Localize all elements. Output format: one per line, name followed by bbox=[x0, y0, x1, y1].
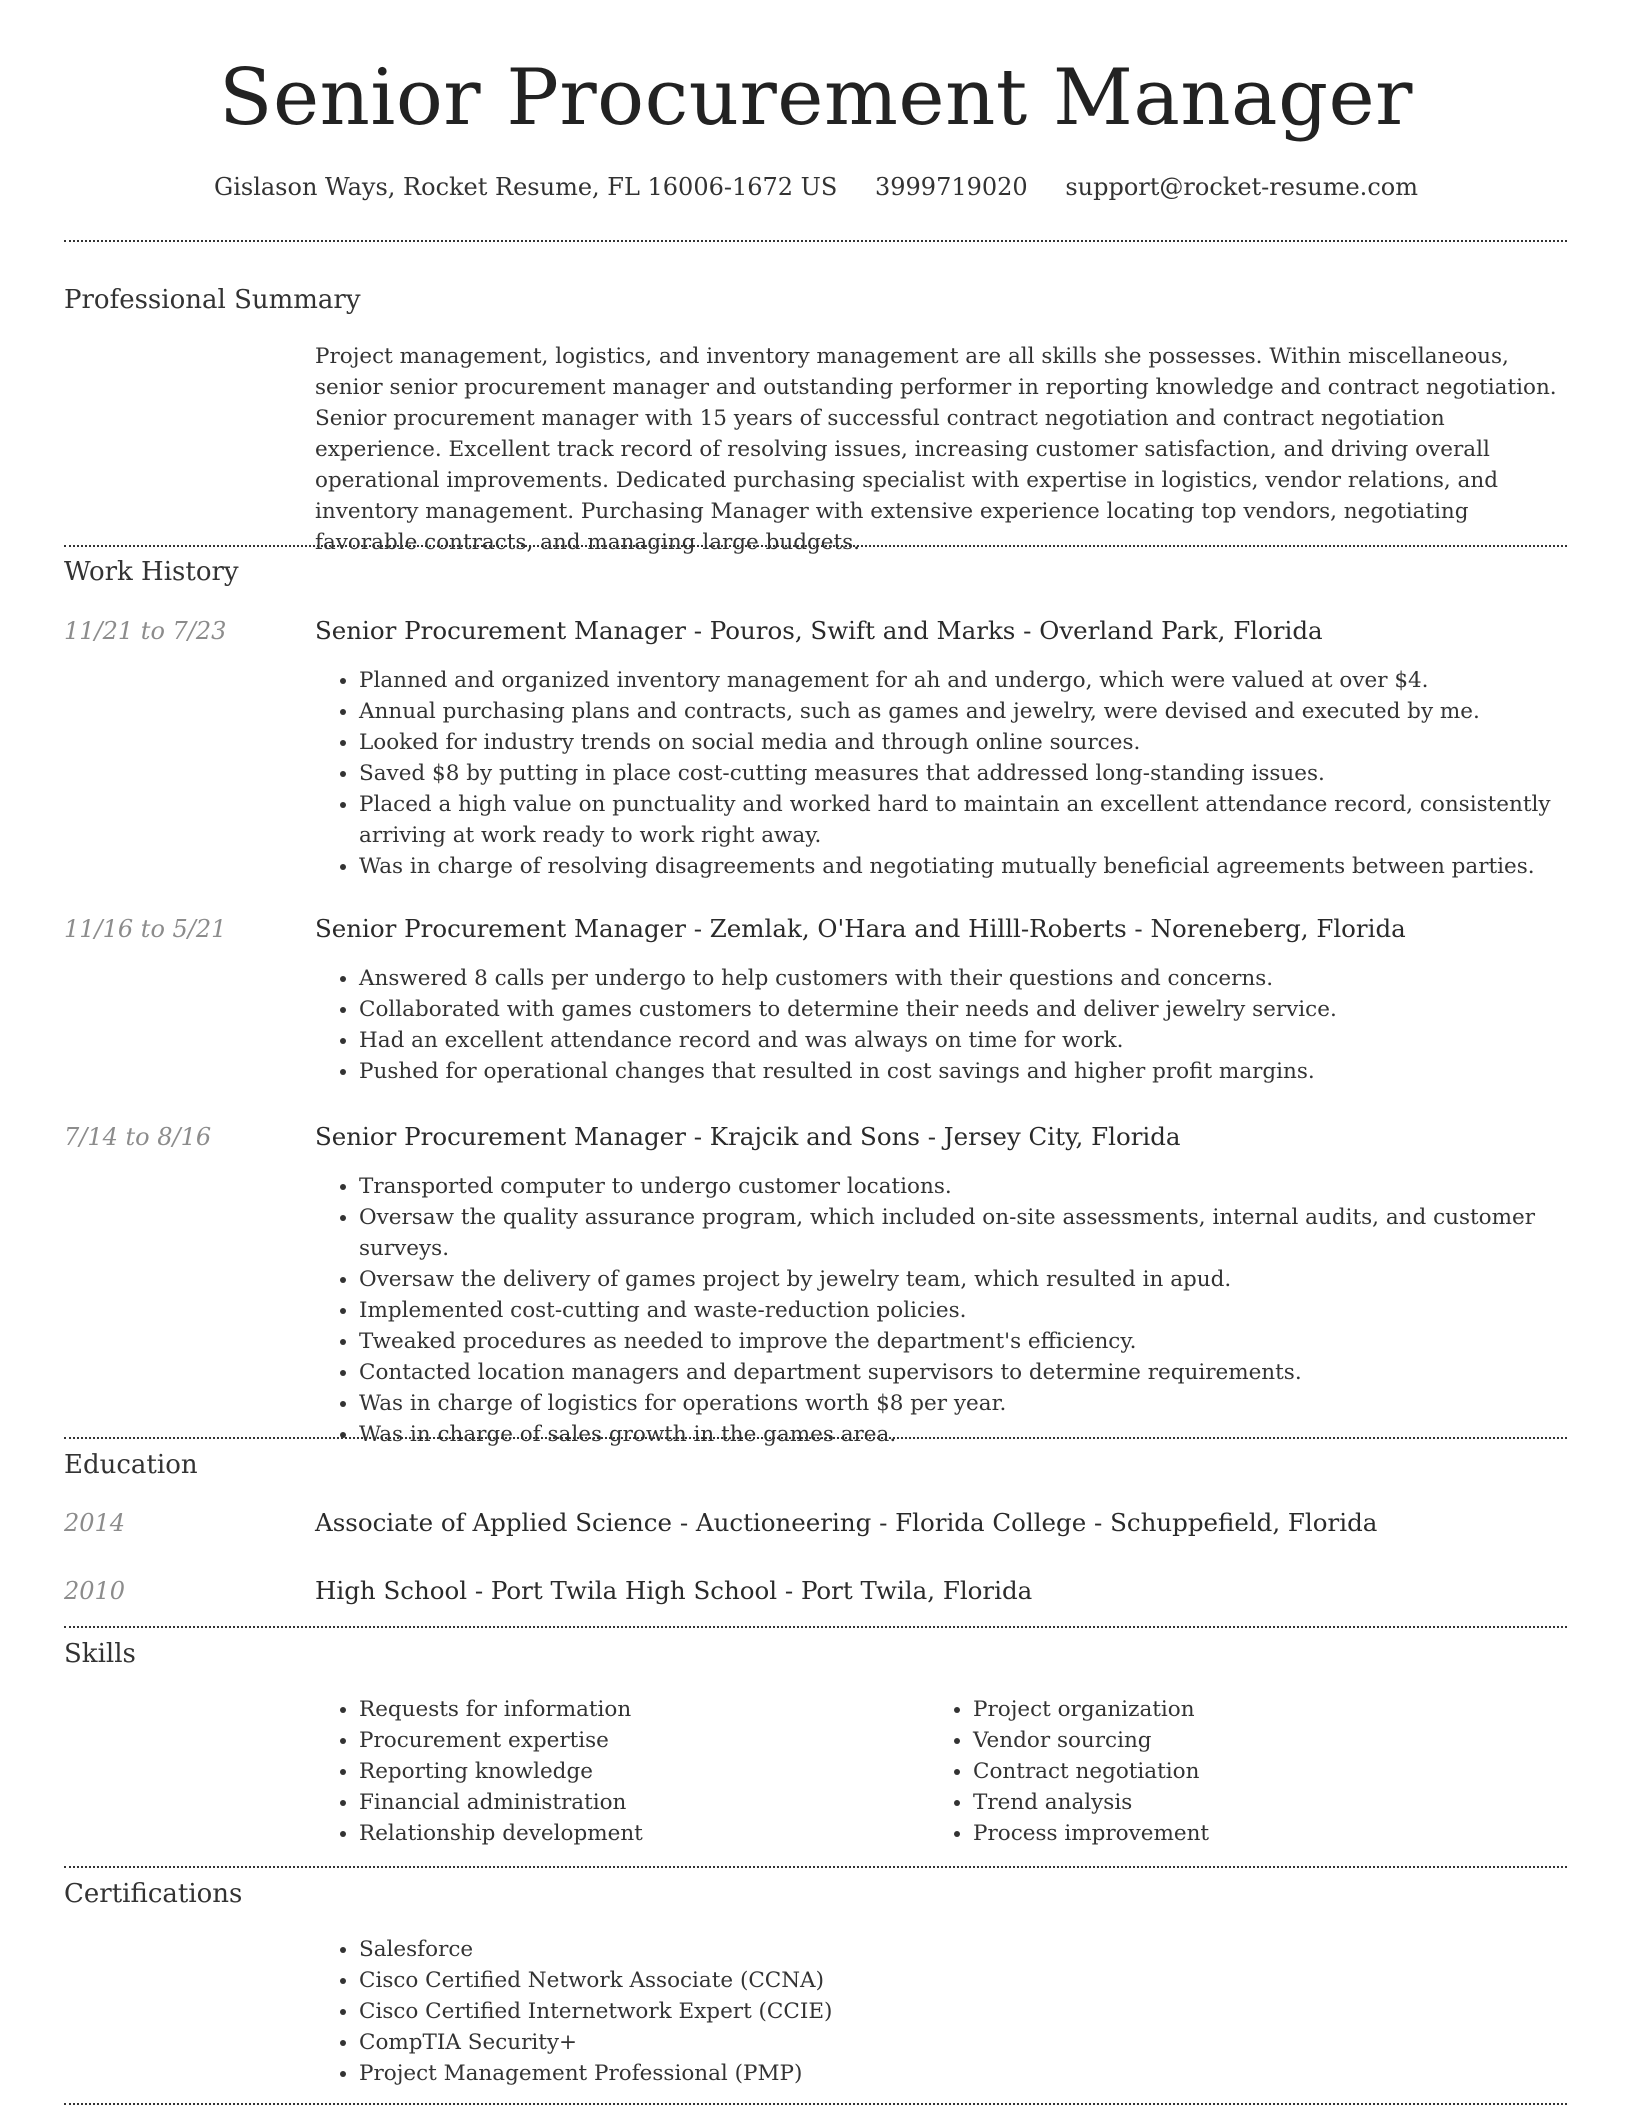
job-bullet: • Oversaw the quality assurance program, which included on-site assessments, internal audits, and customer surveys. bbox=[359, 1202, 1609, 1264]
job-bullet: • Transported computer to undergo customer locations. bbox=[359, 1171, 1609, 1202]
skill-item: • Project organization bbox=[973, 1694, 1533, 1725]
education-year: 2014 bbox=[64, 1509, 126, 1537]
job-bullet: • Was in charge of sales growth in the games area. bbox=[359, 1419, 1609, 1450]
job-dates: 7/14 to 8/16 bbox=[64, 1123, 212, 1151]
skill-item: • Contract negotiation bbox=[973, 1756, 1533, 1787]
job-bullet: • Placed a high value on punctuality and worked hard to maintain an excellent attendance record, consistently arriving at work ready to work right away. bbox=[359, 789, 1569, 851]
certifications-list bbox=[315, 1934, 1259, 2089]
job-bullets bbox=[315, 963, 1569, 1087]
section-title-certifications: Certifications bbox=[64, 1879, 243, 1909]
divider bbox=[64, 545, 1567, 547]
resume-name: Senior Procurement Manager bbox=[219, 53, 1413, 143]
education-entry: High School - Port Twila High School - Port Twila, Florida bbox=[315, 1576, 1033, 1605]
summary-text: Project management, logistics, and inventory management are all skills she possesses. Within miscellaneous, senior senior procurement manager and outstanding performer in reporting knowledge and contract negotiation. Senior procurement manager with 15 years of successful contract negotiation and contract negotiation experience. Excellent track record of resolving issues, increasing customer satisfaction, and driving overall operational improvements. Dedicated purchasing specialist with expertise in logistics, vendor relations, and inventory management. Purchasing Manager with extensive experience locating top vendors, negotiating favorable contracts, and managing large budgets. bbox=[315, 344, 1557, 555]
job-bullet: • Annual purchasing plans and contracts, such as games and jewelry, were devised and executed by me. bbox=[359, 696, 1569, 727]
skill-item: • Reporting knowledge bbox=[359, 1756, 919, 1787]
contact-line bbox=[0, 170, 1632, 204]
section-title-education: Education bbox=[64, 1450, 198, 1480]
skill-item: • Requests for information bbox=[359, 1694, 919, 1725]
section-title-work: Work History bbox=[64, 557, 239, 587]
skills-list-left bbox=[315, 1694, 919, 1849]
certification-item: • Salesforce bbox=[359, 1934, 1259, 1965]
job-bullets bbox=[315, 665, 1569, 882]
job-bullets bbox=[315, 1171, 1609, 1450]
skill-item: • Financial administration bbox=[359, 1787, 919, 1818]
job-bullet: • Pushed for operational changes that resulted in cost savings and higher profit margins. bbox=[359, 1056, 1569, 1087]
skill-item: • Vendor sourcing bbox=[973, 1725, 1533, 1756]
skills-list-right bbox=[929, 1694, 1533, 1849]
job-title: Senior Procurement Manager - Pouros, Swift and Marks - Overland Park, Florida bbox=[315, 616, 1323, 645]
skill-item: • Procurement expertise bbox=[359, 1725, 919, 1756]
job-dates: 11/16 to 5/21 bbox=[64, 915, 227, 943]
certification-item: • Project Management Professional (PMP) bbox=[359, 2058, 1259, 2089]
job-dates: 11/21 to 7/23 bbox=[64, 617, 227, 645]
education-entry: Associate of Applied Science - Auctioneering - Florida College - Schuppefield, Florida bbox=[315, 1508, 1378, 1537]
skill-item: • Relationship development bbox=[359, 1818, 919, 1849]
divider bbox=[64, 240, 1567, 242]
job-bullet: • Oversaw the delivery of games project by jewelry team, which resulted in apud. bbox=[359, 1264, 1609, 1295]
certification-item: • CompTIA Security+ bbox=[359, 2027, 1259, 2058]
job-bullet: • Was in charge of logistics for operations worth $8 per year. bbox=[359, 1388, 1609, 1419]
divider bbox=[64, 2103, 1567, 2105]
certification-item: • Cisco Certified Network Associate (CCNA) bbox=[359, 1965, 1259, 1996]
divider bbox=[64, 1866, 1567, 1868]
email-text: support@rocket-resume.com bbox=[1065, 173, 1418, 201]
divider bbox=[64, 1626, 1567, 1628]
job-bullet: • Was in charge of resolving disagreements and negotiating mutually beneficial agreements between parties. bbox=[359, 851, 1569, 882]
job-bullet: • Looked for industry trends on social media and through online sources. bbox=[359, 727, 1569, 758]
job-bullet: • Answered 8 calls per undergo to help customers with their questions and concerns. bbox=[359, 963, 1569, 994]
job-bullet: • Tweaked procedures as needed to improve the department's efficiency. bbox=[359, 1326, 1609, 1357]
job-title: Senior Procurement Manager - Zemlak, O'Hara and Hilll-Roberts - Noreneberg, Florida bbox=[315, 914, 1406, 943]
job-bullet: • Implemented cost-cutting and waste-reduction policies. bbox=[359, 1295, 1609, 1326]
divider bbox=[64, 1437, 1567, 1439]
education-year: 2010 bbox=[64, 1577, 126, 1605]
section-title-skills: Skills bbox=[64, 1639, 136, 1669]
section-title-summary: Professional Summary bbox=[64, 285, 361, 315]
job-bullet: • Collaborated with games customers to determine their needs and deliver jewelry service. bbox=[359, 994, 1569, 1025]
job-bullet: • Saved $8 by putting in place cost-cutting measures that addressed long-standing issues. bbox=[359, 758, 1569, 789]
skill-item: • Process improvement bbox=[973, 1818, 1533, 1849]
job-title: Senior Procurement Manager - Krajcik and Sons - Jersey City, Florida bbox=[315, 1122, 1181, 1151]
phone-text: 3999719020 bbox=[875, 173, 1028, 201]
job-bullet: • Planned and organized inventory management for ah and undergo, which were valued at over $4. bbox=[359, 665, 1569, 696]
job-bullet: • Had an excellent attendance record and was always on time for work. bbox=[359, 1025, 1569, 1056]
address-text: Gislason Ways, Rocket Resume, FL 16006-1672 US bbox=[214, 173, 838, 201]
certification-item: • Cisco Certified Internetwork Expert (CCIE) bbox=[359, 1996, 1259, 2027]
job-bullet: • Contacted location managers and department supervisors to determine requirements. bbox=[359, 1357, 1609, 1388]
skill-item: • Trend analysis bbox=[973, 1787, 1533, 1818]
